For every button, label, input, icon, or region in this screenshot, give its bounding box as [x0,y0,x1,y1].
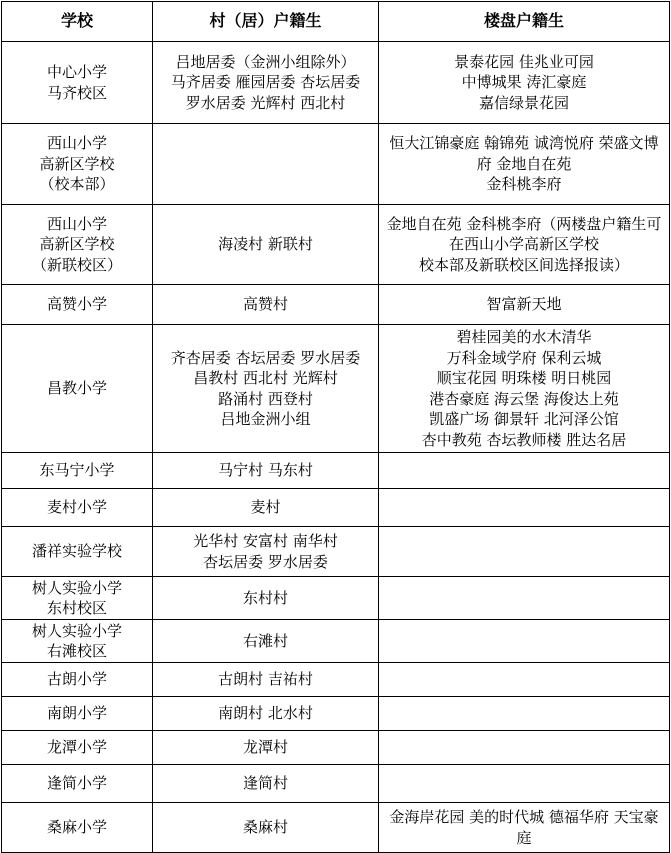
village-cell: 光华村 安富村 南华村 杏坛居委 罗水居委 [153,527,379,577]
estate-cell [379,527,670,577]
school-cell: 桑麻小学 [2,803,153,853]
school-cell: 树人实验小学 东村校区 [2,577,153,620]
village-cell: 吕地居委（金洲小组除外） 马齐居委 雁园居委 杏坛居委 罗水居委 光辉村 西北村 [153,42,379,124]
school-cell: 麦村小学 [2,489,153,527]
village-cell: 南朗村 北水村 [153,697,379,731]
school-cell: 昌教小学 [2,325,153,453]
estate-cell [379,453,670,489]
school-cell: 中心小学 马齐校区 [2,42,153,124]
school-cell: 逢简小学 [2,765,153,803]
table-row [2,577,670,620]
village-cell: 麦村 [153,489,379,527]
school-cell: 西山小学 高新区学校 （新联校区） [2,205,153,285]
village-cell: 海凌村 新联村 [153,205,379,285]
school-cell: 南朗小学 [2,697,153,731]
estate-cell: 碧桂园美的水木清华 万科金域学府 保利云城 顺宝花园 明珠楼 明日桃园 港杏豪庭 海云堡 海俊达上苑 凯盛广场 御景轩 北河泽公馆 杏中教苑 杏坛教师楼 胜达名居 [379,325,670,453]
table-row [2,453,670,489]
village-cell: 右滩村 [153,620,379,663]
estate-cell: 智富新天地 [379,285,670,325]
school-cell: 潘祥实验学校 [2,527,153,577]
estate-cell [379,577,670,620]
school-cell: 龙潭小学 [2,731,153,765]
table-row [2,731,670,765]
table-row [2,803,670,853]
school-cell: 东马宁小学 [2,453,153,489]
village-cell [153,124,379,205]
estate-cell: 金地自在苑 金科桃李府（两楼盘户籍生可在西山小学高新区学校 校本部及新联校区间选择报读） [379,205,670,285]
school-cell: 树人实验小学 右滩校区 [2,620,153,663]
estate-cell [379,731,670,765]
table-row [2,42,670,124]
estate-cell [379,765,670,803]
table-row [2,697,670,731]
village-cell: 高赞村 [153,285,379,325]
table-row [2,285,670,325]
estate-cell [379,663,670,697]
estate-cell [379,489,670,527]
header-village-residence: 村（居）户籍生 [153,2,379,42]
table-row [2,489,670,527]
table-row [2,205,670,285]
table-row [2,663,670,697]
estate-cell [379,620,670,663]
village-cell: 东村村 [153,577,379,620]
header-school: 学校 [2,2,153,42]
village-cell: 古朗村 吉祐村 [153,663,379,697]
village-cell: 马宁村 马东村 [153,453,379,489]
school-district-table [1,1,670,853]
school-cell: 高赞小学 [2,285,153,325]
table-row [2,527,670,577]
village-cell: 逢简村 [153,765,379,803]
estate-cell [379,697,670,731]
school-cell: 西山小学 高新区学校 （校本部） [2,124,153,205]
header-row [2,2,670,42]
estate-cell: 金海岸花园 美的时代城 德福华府 天宝豪庭 [379,803,670,853]
estate-cell: 景泰花园 佳兆业可园 中博城果 涛汇豪庭 嘉信绿景花园 [379,42,670,124]
header-estate-residence: 楼盘户籍生 [379,2,670,42]
village-cell: 桑麻村 [153,803,379,853]
village-cell: 齐杏居委 杏坛居委 罗水居委 昌教村 西北村 光辉村 路涌村 西登村 吕地金洲小组 [153,325,379,453]
table-row [2,325,670,453]
table-row [2,620,670,663]
table-row [2,765,670,803]
school-cell: 古朗小学 [2,663,153,697]
village-cell: 龙潭村 [153,731,379,765]
estate-cell: 恒大江锦豪庭 翰锦苑 诚湾悦府 荣盛文博府 金地自在苑 金科桃李府 [379,124,670,205]
table-row [2,124,670,205]
